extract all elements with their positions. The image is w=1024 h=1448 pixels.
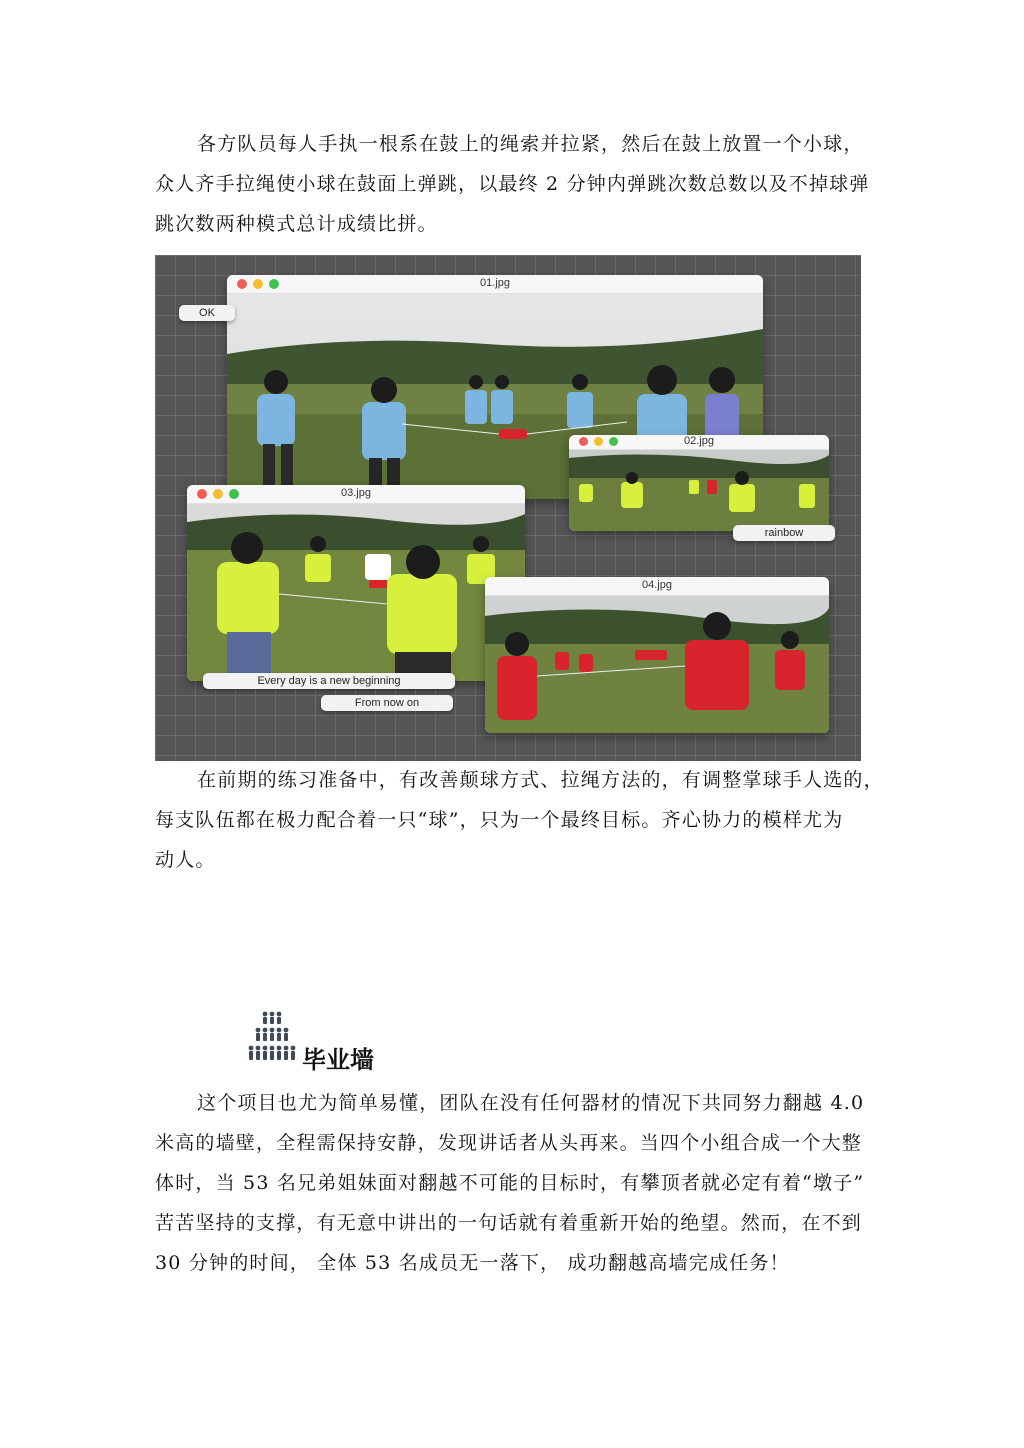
- field-photo-red-vests: [485, 596, 829, 733]
- practice-line-1: 在前期的练习准备中，有改善颠球方式、拉绳方法的，有调整掌球手人选的，: [197, 769, 884, 791]
- photo-window-03: [187, 485, 525, 681]
- wall-line-3: 体时，当 53 名兄弟姐妹面对翻越不可能的目标时，有攀顶者就必定有着“墩子”: [155, 1172, 865, 1194]
- window-title: 01.jpg: [480, 277, 510, 289]
- wall-line-1: 这个项目也尤为简单易懂，团队在没有任何器材的情况下共同努力翻越 4.0: [197, 1092, 865, 1114]
- label-every-day: Every day is a new beginning: [203, 673, 455, 689]
- window-title: 03.jpg: [341, 487, 371, 499]
- window-titlebar: [227, 275, 763, 294]
- window-titlebar: [187, 485, 525, 504]
- label-rainbow: rainbow: [733, 525, 835, 541]
- field-photo-circle: [187, 504, 525, 681]
- people-group-icon: [246, 1010, 298, 1066]
- label-from-now-on: From now on: [321, 695, 453, 711]
- intro-line-1: 各方队员每人手执一根系在鼓上的绳索并拉紧，然后在鼓上放置一个小球，: [197, 133, 864, 155]
- section-title: 毕业墙: [302, 1046, 374, 1074]
- practice-line-2: 每支队伍都在极力配合着一只“球”，只为一个最终目标。齐心协力的模样尤为: [155, 809, 844, 831]
- intro-line-3: 跳次数两种模式总计成绩比拼。: [155, 213, 438, 235]
- label-ok: OK: [179, 305, 235, 321]
- photo-04: [485, 596, 829, 733]
- field-photo-yellow-vests: [569, 450, 829, 531]
- photo-collage: [155, 255, 861, 761]
- window-titlebar: [485, 577, 829, 596]
- practice-paragraph: [155, 760, 884, 880]
- window-title: 04.jpg: [642, 579, 672, 591]
- wall-line-2: 米高的墙壁，全程需保持安静，发现讲话者从头再来。当四个小组合成一个大整: [155, 1132, 863, 1154]
- intro-line-2: 众人齐手拉绳使小球在鼓面上弹跳，以最终 2 分钟内弹跳次数总数以及不掉球弹: [155, 173, 870, 195]
- photo-02: [569, 450, 829, 531]
- wall-line-4: 苦苦坚持的支撑，有无意中讲出的一句话就有着重新开始的绝望。然而，在不到: [155, 1212, 863, 1234]
- wall-line-5: 30 分钟的时间， 全体 53 名成员无一落下， 成功翻越高墙完成任务！: [155, 1252, 790, 1274]
- window-titlebar: [569, 435, 829, 450]
- wall-paragraph: [155, 1083, 869, 1283]
- intro-paragraph: [155, 124, 869, 244]
- practice-line-3: 动人。: [155, 849, 216, 871]
- photo-03: [187, 504, 525, 681]
- photo-window-02: [569, 435, 829, 531]
- window-title: 02.jpg: [684, 435, 714, 447]
- photo-window-04: [485, 577, 829, 733]
